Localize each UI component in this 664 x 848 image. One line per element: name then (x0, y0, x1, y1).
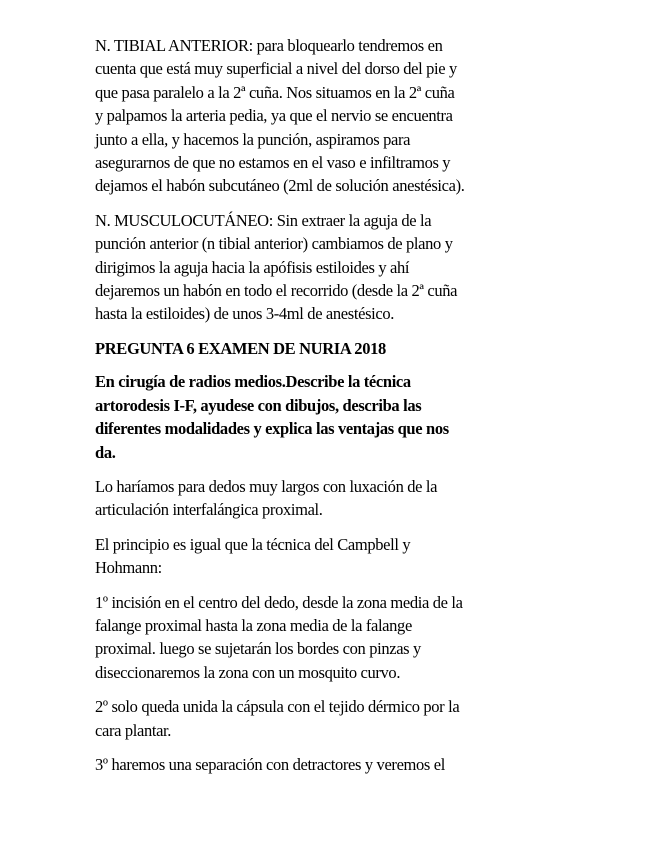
text-line: 2º solo queda unida la cápsula con el tejido dérmico por la (95, 697, 460, 717)
paragraph-step-3 (95, 753, 573, 776)
text-line: dejaremos un habón en todo el recorrido (desde la 2ª cuña (95, 281, 458, 301)
text-line: da. (95, 442, 116, 462)
question-paragraph (95, 370, 573, 464)
text-line: 3º haremos una separación con detractores y veremos el (95, 754, 445, 774)
text-line: articulación interfalángica proximal. (95, 500, 323, 520)
text-line: 1º incisión en el centro del dedo, desde la zona media de la (95, 592, 463, 612)
text-line: dejamos el habón subcutáneo (2ml de solución anestésica). (95, 176, 465, 196)
text-line: cuenta que está muy superficial a nivel del dorso del pie y (95, 59, 457, 79)
text-line: cara plantar. (95, 720, 172, 740)
text-line: proximal. luego se sujetarán los bordes con pinzas y (95, 639, 421, 659)
text-line: N. MUSCULOCUTÁNEO: Sin extraer la aguja de la (95, 210, 432, 230)
text-line: diferentes modalidades y explica las ventajas que nos (95, 419, 449, 439)
paragraph-indication (95, 475, 573, 522)
text-line: En cirugía de radios medios.Describe la técnica (95, 372, 411, 392)
text-line: Lo haríamos para dedos muy largos con luxación de la (95, 476, 438, 496)
text-line: hasta la estiloides) de unos 3-4ml de anestésico. (95, 304, 395, 324)
text-line: El principio es igual que la técnica del Campbell y (95, 534, 411, 554)
text-line: punción anterior (n tibial anterior) cambiamos de plano y (95, 234, 453, 254)
paragraph-step-2 (95, 695, 573, 742)
paragraph-musculocutaneo (95, 209, 573, 326)
heading-text: PREGUNTA 6 EXAMEN DE NURIA 2018 (95, 338, 386, 358)
text-line: asegurarnos de que no estamos en el vaso e infiltramos y (95, 153, 451, 173)
text-line: y palpamos la arteria pedia, ya que el nervio se encuentra (95, 106, 453, 126)
text-line: artorodesis I-F, ayudese con dibujos, describa las (95, 395, 422, 415)
text-line: diseccionaremos la zona con un mosquito curvo. (95, 662, 401, 682)
text-line: Hohmann: (95, 558, 162, 578)
text-line: N. TIBIAL ANTERIOR: para bloquearlo tendremos en (95, 36, 443, 55)
document-page (95, 34, 573, 787)
paragraph-principle (95, 533, 573, 580)
text-line: junto a ella, y hacemos la punción, aspiramos para (95, 129, 411, 149)
paragraph-tibial-anterior (95, 34, 573, 198)
text-line: que pasa paralelo a la 2ª cuña. Nos situamos en la 2ª cuña (95, 82, 455, 102)
text-line: falange proximal hasta la zona media de la falange (95, 615, 412, 635)
paragraph-step-1 (95, 591, 573, 685)
section-heading (95, 337, 573, 360)
text-line: dirigimos la aguja hacia la apófisis estiloides y ahí (95, 257, 410, 277)
